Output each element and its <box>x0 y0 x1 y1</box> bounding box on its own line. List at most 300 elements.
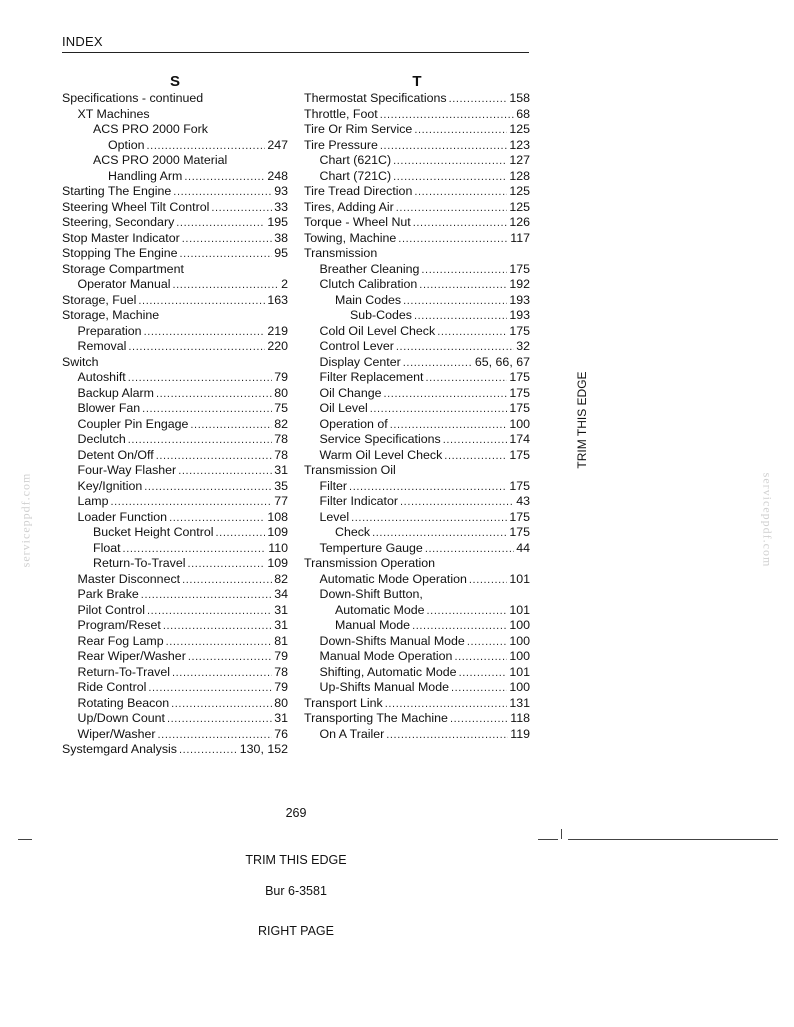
section-letter-t: T <box>412 73 422 90</box>
dot-leader <box>142 402 272 417</box>
dot-leader <box>184 170 265 185</box>
index-entry-page: 82 <box>274 416 288 431</box>
dot-leader <box>427 604 508 619</box>
index-entry-page: 101 <box>509 571 530 586</box>
index-entry <box>304 262 530 278</box>
dot-leader <box>450 712 508 727</box>
index-entry-page: 127 <box>509 153 530 167</box>
index-entry-page: 35 <box>274 478 288 493</box>
index-entry <box>304 541 530 557</box>
dot-leader <box>182 232 272 247</box>
watermark-right: serviceppdf.com <box>760 472 775 568</box>
index-entry <box>62 293 288 309</box>
index-entry <box>304 215 530 231</box>
index-entry <box>304 680 530 696</box>
index-entry <box>62 122 288 138</box>
index-entry-page: 2 <box>281 277 288 291</box>
index-entry-label: Transmission <box>304 246 378 260</box>
index-entry-page: 78 <box>274 664 288 679</box>
index-entry-label: Torque - Wheel Nut <box>304 215 411 229</box>
index-entry-page: 33 <box>274 199 288 214</box>
index-entry-label: Backup Alarm <box>77 385 154 400</box>
index-entry-label: Blower Fan <box>77 401 141 415</box>
index-entry-page: 175 <box>509 525 530 539</box>
index-column-s <box>62 73 288 758</box>
index-entry-label: ACS PRO 2000 Fork <box>93 122 209 136</box>
index-entry <box>62 618 288 634</box>
index-entry-page: 247 <box>267 137 288 152</box>
dot-leader <box>147 139 266 154</box>
index-entry-label: Chart (721C) <box>319 168 392 183</box>
dot-leader <box>156 449 272 464</box>
index-entry-page: 75 <box>274 401 288 415</box>
index-entry-page: 118 <box>510 711 530 725</box>
index-entry-page: 93 <box>274 184 288 198</box>
index-entry <box>62 510 288 526</box>
index-entry-label: Up/Down Count <box>77 711 165 725</box>
index-entry <box>62 696 288 712</box>
index-entry <box>304 91 530 107</box>
index-entry <box>62 448 288 464</box>
index-entry-label: Rear Fog Lamp <box>77 633 164 648</box>
index-entry-page: 125 <box>509 199 530 214</box>
index-entry-label: Park Brake <box>77 587 139 601</box>
index-entry-page: 119 <box>510 726 530 741</box>
index-entry-label: Autoshift <box>77 370 126 384</box>
index-entry <box>62 169 288 185</box>
index-entry-label: Transporting The Machine <box>304 711 448 725</box>
index-entry <box>62 339 288 355</box>
dot-leader <box>144 480 272 495</box>
index-entry <box>304 339 530 355</box>
index-entry <box>62 153 288 169</box>
dot-leader <box>469 573 507 588</box>
dot-leader <box>156 387 272 402</box>
index-entry-label: Transmission Operation <box>304 556 436 570</box>
index-entry-label: Main Codes <box>335 292 402 307</box>
dot-leader <box>400 495 514 510</box>
dot-leader <box>138 294 265 309</box>
trim-mark-middle <box>538 839 558 840</box>
index-entry <box>304 572 530 588</box>
index-entry-page: 193 <box>509 308 530 322</box>
dot-leader <box>188 557 266 572</box>
dot-leader <box>172 666 272 681</box>
index-entry-label: Pilot Control <box>77 602 145 617</box>
dot-leader <box>421 263 507 278</box>
index-entry-page: 31 <box>274 602 288 617</box>
index-entry-page: 100 <box>509 680 530 694</box>
index-entry-page: 44 <box>516 540 530 555</box>
index-entry <box>304 122 530 138</box>
page-number: 269 <box>285 806 307 820</box>
dot-leader <box>419 278 507 293</box>
index-entry-label: Starting The Engine <box>62 184 172 198</box>
index-entry <box>62 184 288 200</box>
index-entry-label: Oil Level <box>319 401 368 415</box>
index-entry-label: Check <box>335 525 371 539</box>
dot-leader <box>385 697 508 712</box>
index-entry-label: XT Machines <box>77 106 150 121</box>
index-entry-label: Four-Way Flasher <box>77 463 177 477</box>
index-entry-page: 77 <box>274 494 288 508</box>
index-entry-page: 31 <box>274 618 288 632</box>
dot-leader <box>437 325 507 340</box>
index-entry-page: 117 <box>510 230 530 245</box>
index-entry-page: 174 <box>509 432 530 446</box>
index-entry <box>62 107 288 123</box>
index-entry-page: 38 <box>274 230 288 245</box>
index-entry-label: Systemgard Analysis <box>62 742 178 756</box>
index-entry <box>304 355 530 371</box>
index-entry <box>304 556 530 572</box>
index-entry <box>62 215 288 231</box>
index-entry-page: 108 <box>267 509 288 524</box>
index-entry-label: Storage, Machine <box>62 308 160 322</box>
dot-leader <box>454 650 507 665</box>
index-entry <box>62 370 288 386</box>
index-entry-page: 128 <box>509 168 530 183</box>
index-entry <box>304 510 530 526</box>
dot-leader <box>370 402 508 417</box>
trim-edge-side-label: TRIM THIS EDGE <box>575 371 589 469</box>
index-entry <box>62 246 288 262</box>
index-entry-page: 32 <box>516 339 530 353</box>
dot-leader <box>141 588 272 603</box>
index-entry <box>62 479 288 495</box>
index-entry-page: 175 <box>509 261 530 276</box>
index-entry <box>304 293 530 309</box>
index-entry-page: 175 <box>509 509 530 524</box>
index-entry-page: 95 <box>274 246 288 260</box>
index-entry-label: Throttle, Foot <box>304 106 378 121</box>
dot-leader <box>171 697 272 712</box>
index-entry-page: 123 <box>509 137 530 152</box>
index-entry <box>304 494 530 510</box>
dot-leader <box>173 185 272 200</box>
dot-leader <box>169 511 265 526</box>
index-entry <box>304 277 530 293</box>
index-entry-label: Stop Master Indicator <box>62 230 180 245</box>
dot-leader <box>398 232 508 247</box>
index-entry <box>62 355 288 371</box>
index-entry-label: Towing, Machine <box>304 230 397 245</box>
dot-leader <box>216 526 266 541</box>
index-entry-page: 82 <box>274 571 288 586</box>
index-entry-label: Removal <box>77 339 127 353</box>
dot-leader <box>413 216 508 231</box>
dot-leader <box>172 278 279 293</box>
index-entry-label: Transmission Oil <box>304 463 396 477</box>
index-entry-page: 65, 66, 67 <box>474 354 530 369</box>
index-entry <box>62 711 288 727</box>
index-entry-label: Display Center <box>319 354 401 369</box>
index-entry-page: 158 <box>509 91 530 105</box>
index-entry <box>304 479 530 495</box>
index-header-title: INDEX <box>62 34 103 49</box>
dot-leader <box>444 449 507 464</box>
header-divider <box>62 52 529 53</box>
index-entry <box>62 649 288 665</box>
index-entry <box>304 432 530 448</box>
index-entry <box>62 494 288 510</box>
index-entry-label: Storage, Fuel <box>62 292 137 307</box>
index-entry-label: Rotating Beacon <box>77 695 170 710</box>
index-entry-page: 175 <box>509 323 530 338</box>
index-entry-page: 43 <box>516 494 530 508</box>
dot-leader <box>147 604 272 619</box>
index-entry-page: 68 <box>516 106 530 121</box>
index-entry-label: Detent On/Off <box>77 447 154 462</box>
dot-leader <box>176 216 265 231</box>
dot-leader <box>351 511 507 526</box>
index-entry-page: 219 <box>267 323 288 338</box>
index-entry <box>62 386 288 402</box>
index-entry-page: 126 <box>509 215 530 229</box>
index-entry-label: Return-To-Travel <box>77 664 170 679</box>
index-entry-label: Steering, Secondary <box>62 215 175 229</box>
index-entry <box>304 618 530 634</box>
index-entry <box>62 556 288 572</box>
index-entry <box>62 417 288 433</box>
index-entry-label: Ride Control <box>77 680 147 694</box>
dot-leader <box>380 108 515 123</box>
dot-leader <box>396 201 508 216</box>
index-entry <box>304 665 530 681</box>
dot-leader <box>425 371 507 386</box>
index-entry-page: 175 <box>509 478 530 493</box>
index-entry-label: Float <box>93 540 121 555</box>
index-entry-label: Down-Shifts Manual Mode <box>319 633 465 648</box>
index-entry-label: Down-Shift Button, <box>319 587 423 601</box>
trim-mark-right <box>568 839 778 840</box>
index-entry-page: 195 <box>267 215 288 229</box>
index-entry-page: 175 <box>509 370 530 384</box>
index-entry-label: On A Trailer <box>319 726 385 741</box>
index-entry <box>304 153 530 169</box>
index-entry <box>62 603 288 619</box>
index-entry-label: Return-To-Travel <box>93 556 186 570</box>
index-entry-label: Automatic Mode <box>335 602 425 617</box>
dot-leader <box>425 542 514 557</box>
index-entry-label: Coupler Pin Engage <box>77 416 189 431</box>
index-entry <box>62 742 288 758</box>
dot-leader <box>380 139 507 154</box>
index-entry-page: 175 <box>509 401 530 415</box>
dot-leader <box>179 743 238 758</box>
index-entry-page: 220 <box>267 339 288 353</box>
index-entry <box>62 525 288 541</box>
index-entry-label: Preparation <box>77 323 142 338</box>
dot-leader <box>372 526 507 541</box>
index-entry-label: Rear Wiper/Washer <box>77 649 186 663</box>
dot-leader <box>459 666 508 681</box>
dot-leader <box>393 154 507 169</box>
index-entry-label: Wiper/Washer <box>77 726 156 741</box>
index-entry-label: Storage Compartment <box>62 261 184 276</box>
dot-leader <box>111 495 273 510</box>
index-entry-page: 175 <box>509 447 530 462</box>
index-entry-page: 192 <box>509 277 530 291</box>
index-entry <box>62 572 288 588</box>
index-entry-label: Steering Wheel Tilt Control <box>62 199 210 214</box>
dot-leader <box>443 433 508 448</box>
index-entry <box>62 463 288 479</box>
index-entry-label: Transport Link <box>304 695 383 710</box>
crop-corner-mark <box>556 829 562 839</box>
index-entry <box>304 308 530 324</box>
index-entry-label: Clutch Calibration <box>319 277 418 291</box>
dot-leader <box>190 418 272 433</box>
index-entry-page: 80 <box>274 695 288 710</box>
index-entry <box>304 463 530 479</box>
index-entry-page: 101 <box>509 602 530 617</box>
index-entry-label: Program/Reset <box>77 618 161 632</box>
dot-leader <box>148 681 272 696</box>
index-entry-label: Automatic Mode Operation <box>319 571 467 586</box>
index-entry <box>304 169 530 185</box>
dot-leader <box>123 542 267 557</box>
index-entry <box>62 138 288 154</box>
index-entry-page: 193 <box>509 292 530 307</box>
dot-leader <box>167 712 272 727</box>
dot-leader <box>128 371 272 386</box>
index-entry-page: 79 <box>274 649 288 663</box>
index-entry-page: 125 <box>509 184 530 198</box>
index-entry <box>62 308 288 324</box>
footer-page-side: RIGHT PAGE <box>258 924 334 938</box>
dot-leader <box>144 325 266 340</box>
index-entry-label: Handling Arm <box>108 168 183 183</box>
index-entry-label: Service Specifications <box>319 432 441 446</box>
index-entry-label: Oil Change <box>319 385 382 400</box>
index-entry-page: 78 <box>274 447 288 462</box>
index-entry <box>62 680 288 696</box>
index-entry <box>62 200 288 216</box>
index-entry-page: 31 <box>274 463 288 477</box>
index-entry-label: ACS PRO 2000 Material <box>93 153 228 167</box>
index-entry-label: Control Lever <box>319 339 394 353</box>
index-entry <box>304 138 530 154</box>
index-entry-page: 100 <box>509 416 530 431</box>
dot-leader <box>166 635 273 650</box>
index-entry-page: 100 <box>509 649 530 663</box>
dot-leader <box>467 635 508 650</box>
index-entry <box>62 587 288 603</box>
dot-leader <box>349 480 507 495</box>
dot-leader <box>412 619 507 634</box>
index-entry-page: 34 <box>274 587 288 601</box>
index-entry <box>62 231 288 247</box>
index-entry <box>62 262 288 278</box>
dot-leader <box>451 681 507 696</box>
dot-leader <box>414 309 507 324</box>
index-entry-label: Bucket Height Control <box>93 525 214 539</box>
index-entry-page: 248 <box>267 168 288 183</box>
dot-leader <box>396 340 514 355</box>
index-entry-page: 163 <box>267 292 288 307</box>
dot-leader <box>188 650 272 665</box>
index-entry <box>304 448 530 464</box>
index-entry <box>62 634 288 650</box>
index-entry <box>62 432 288 448</box>
index-entry-label: Sub-Codes <box>350 308 412 322</box>
footer-doc-code: Bur 6-3581 <box>265 884 327 898</box>
index-entry-label: Chart (621C) <box>319 153 392 167</box>
dot-leader <box>180 247 273 262</box>
index-entry-page: 100 <box>509 618 530 632</box>
index-entry-label: Stopping The Engine <box>62 246 178 260</box>
index-entry-label: Tires, Adding Air <box>304 199 394 214</box>
index-entry-label: Breather Cleaning <box>319 261 420 276</box>
index-entry <box>304 649 530 665</box>
watermark-left: serviceppdf.com <box>18 472 33 568</box>
index-entry <box>304 401 530 417</box>
index-entry <box>62 91 288 107</box>
index-entry-label: Master Disconnect <box>77 571 181 586</box>
dot-leader <box>384 387 508 402</box>
index-entry <box>304 417 530 433</box>
index-entry-label: Specifications - continued <box>62 91 204 105</box>
index-entry <box>304 231 530 247</box>
index-entry <box>62 541 288 557</box>
index-entry <box>304 634 530 650</box>
index-entry-label: Option <box>108 137 145 152</box>
dot-leader <box>449 92 508 107</box>
dot-leader <box>178 464 272 479</box>
index-entry <box>62 324 288 340</box>
index-entry <box>304 727 530 743</box>
index-entry-page: 81 <box>274 633 288 648</box>
index-entry-page: 79 <box>274 370 288 384</box>
index-entry-page: 131 <box>509 695 530 710</box>
index-entry-label: Switch <box>62 354 99 369</box>
dot-leader <box>211 201 272 216</box>
index-entry <box>304 370 530 386</box>
index-entry-label: Loader Function <box>77 509 168 524</box>
index-entry-page: 31 <box>274 711 288 725</box>
index-entry <box>304 386 530 402</box>
index-entry-label: Manual Mode Operation <box>319 649 453 663</box>
index-entry-label: Operator Manual <box>77 277 171 291</box>
index-entry <box>62 727 288 743</box>
index-entry-label: Declutch <box>77 432 126 446</box>
index-entry-label: Temperture Gauge <box>319 540 423 555</box>
index-entry <box>62 665 288 681</box>
dot-leader <box>386 728 508 743</box>
index-entry-label: Thermostat Specifications <box>304 91 447 105</box>
index-entry <box>62 277 288 293</box>
index-entry <box>304 324 530 340</box>
dot-leader <box>403 356 473 371</box>
index-entry-label: Lamp <box>77 494 109 508</box>
index-entry-label: Manual Mode <box>335 618 411 632</box>
index-entry-label: Shifting, Automatic Mode <box>319 664 457 679</box>
index-entry <box>304 696 530 712</box>
index-entry <box>304 107 530 123</box>
dot-leader <box>182 573 272 588</box>
section-letter-s: S <box>169 73 180 90</box>
dot-leader <box>163 619 272 634</box>
dot-leader <box>414 185 507 200</box>
index-entry <box>304 603 530 619</box>
index-entry-label: Cold Oil Level Check <box>319 323 436 338</box>
index-entry-label: Operation of <box>319 416 388 431</box>
index-entry-label: Tire Pressure <box>304 137 378 152</box>
index-entry-page: 109 <box>267 556 288 570</box>
index-entry-page: 125 <box>509 122 530 136</box>
index-entry-label: Filter <box>319 478 348 493</box>
